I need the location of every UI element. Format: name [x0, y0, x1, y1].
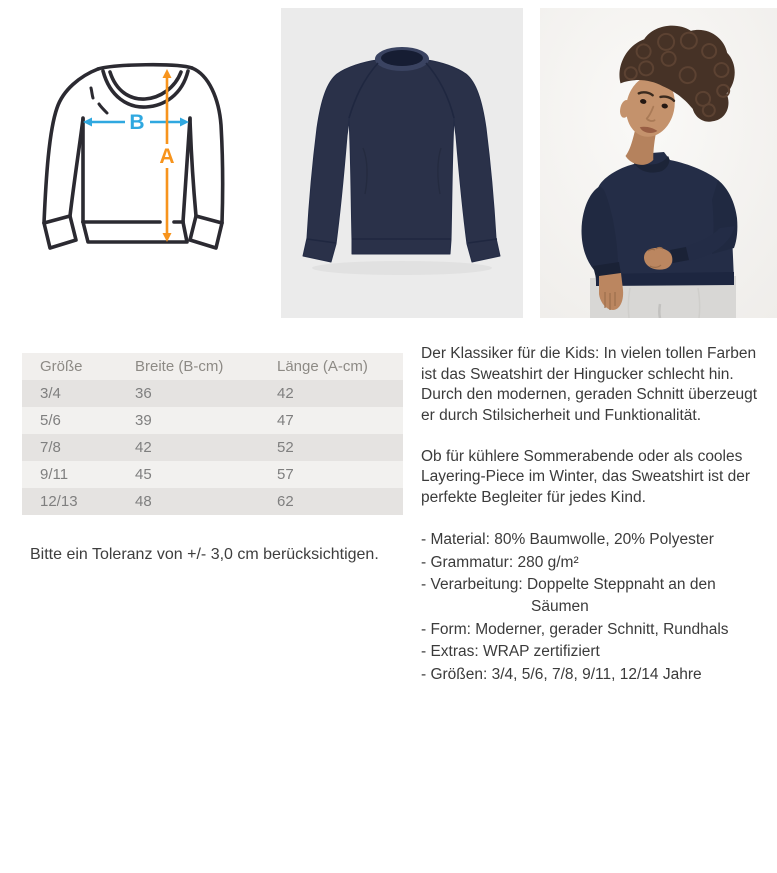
- sweatshirt-body: [303, 60, 500, 262]
- measurement-diagram: [33, 55, 243, 255]
- header-size: Größe: [22, 353, 135, 380]
- bullet-item: - Material: 80% Baumwolle, 20% Polyester: [421, 531, 714, 549]
- bullet-item: - Grammatur: 280 g/m²: [421, 553, 579, 571]
- bullet-item: - Verarbeitung: Doppelte Steppnaht an den Säumen: [421, 575, 716, 616]
- collar-opening: [381, 50, 423, 66]
- collar-stitch-marks: [91, 88, 107, 113]
- cell-length: 47: [277, 407, 403, 434]
- cell-size: 5/6: [22, 407, 135, 434]
- flat-product-photo: [281, 8, 523, 318]
- description-paragraph: Der Klassiker für die Kids: In vielen tollen Farben ist das Sweatshirt der Hingucker schlecht hin. Durch den modernen, geraden Schnitt überzeugt er durch Stilsicherheit und Funktionalität.: [421, 345, 758, 424]
- sweatshirt-outline-drawing: [33, 55, 243, 255]
- cell-size: 3/4: [22, 380, 135, 407]
- header-length: Länge (A-cm): [277, 353, 403, 380]
- product-description: [421, 344, 762, 686]
- table-row: [22, 407, 403, 434]
- table-header-row: [22, 353, 403, 380]
- cell-width: 36: [135, 380, 277, 407]
- cell-length: 62: [277, 488, 403, 515]
- width-label: B: [129, 111, 145, 134]
- bullet-item: - Größen: 3/4, 5/6, 7/8, 9/11, 12/14 Jahre: [421, 665, 702, 683]
- cell-length: 52: [277, 434, 403, 461]
- table-row: [22, 488, 403, 515]
- bullet-item: - Form: Moderner, gerader Schnitt, Rundhals: [421, 620, 729, 638]
- table-row: [22, 380, 403, 407]
- model-photo: [540, 8, 777, 318]
- cell-size: 7/8: [22, 434, 135, 461]
- table-row: [22, 434, 403, 461]
- bullet-item: - Extras: WRAP zertifiziert: [421, 643, 600, 661]
- cell-length: 42: [277, 380, 403, 407]
- table-row: [22, 461, 403, 488]
- header-width: Breite (B-cm): [135, 353, 277, 380]
- cell-width: 45: [135, 461, 277, 488]
- tolerance-note: Bitte ein Toleranz von +/- 3,0 cm berücksichtigen.: [30, 546, 379, 563]
- description-paragraph: Ob für kühlere Sommerabende oder als cooles Layering-Piece im Winter, das Sweatshirt ist der perfekte Begleiter für jedes Kind.: [421, 447, 751, 507]
- size-table-container: [22, 353, 403, 515]
- cell-width: 42: [135, 434, 277, 461]
- length-label: A: [159, 145, 175, 168]
- cell-size: 12/13: [22, 488, 135, 515]
- feature-bullet-list: [421, 529, 762, 686]
- cell-width: 48: [135, 488, 277, 515]
- cell-size: 9/11: [22, 461, 135, 488]
- size-table: [22, 353, 403, 515]
- cell-width: 39: [135, 407, 277, 434]
- cell-length: 57: [277, 461, 403, 488]
